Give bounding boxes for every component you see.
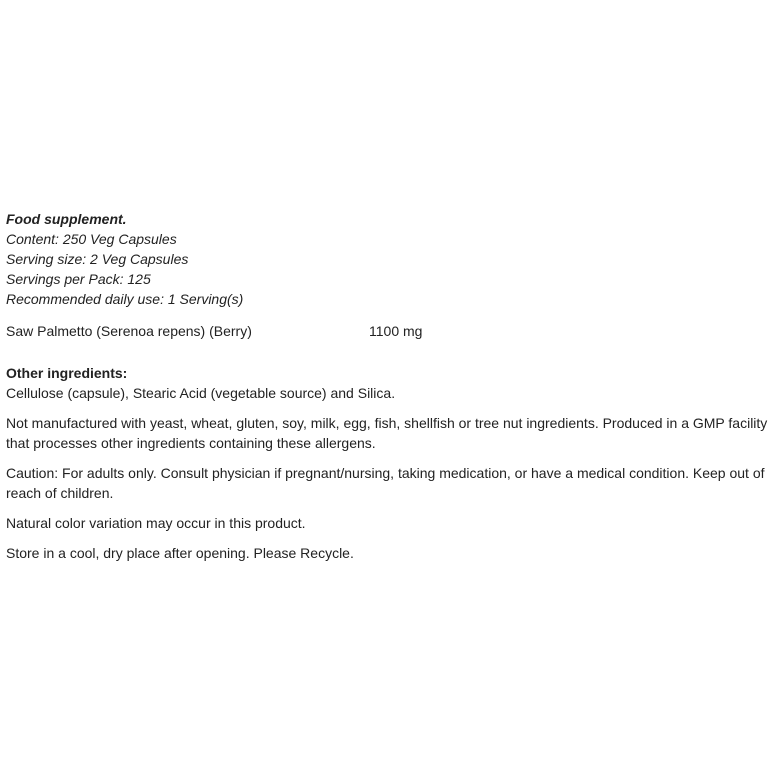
recommended-use-line: Recommended daily use: 1 Serving(s) (6, 291, 244, 307)
product-info-document (6, 209, 770, 563)
color-variation-note (6, 513, 770, 533)
servings-per-pack-line: Servings per Pack: 125 (6, 271, 151, 287)
other-ingredients-list: Cellulose (capsule), Stearic Acid (vegetable source) and Silica. (6, 385, 396, 401)
content-line: Content: 250 Veg Capsules (6, 231, 177, 247)
serving-size-line: Serving size: 2 Veg Capsules (6, 251, 189, 267)
allergen-note-line-1: Not manufactured with yeast, wheat, gluten, soy, milk, egg, fish, shellfish or tree nut ingredients. Produced in a GMP facility (6, 415, 768, 431)
allergen-note (6, 413, 770, 453)
storage-text: Store in a cool, dry place after opening. Please Recycle. (6, 545, 354, 561)
ingredient-name: Saw Palmetto (Serenoa repens) (Berry) (6, 323, 252, 339)
supplement-title: Food supplement. (6, 211, 127, 227)
color-variation-text: Natural color variation may occur in this product. (6, 515, 306, 531)
supplement-intro (6, 209, 770, 309)
other-ingredients-section (6, 363, 770, 403)
storage-note (6, 543, 770, 563)
caution-note-line-2: reach of children. (6, 485, 114, 501)
ingredient-row (6, 321, 770, 341)
caution-note (6, 463, 770, 503)
other-ingredients-heading: Other ingredients: (6, 365, 128, 381)
caution-note-line-1: Caution: For adults only. Consult physician if pregnant/nursing, taking medication, or have a medical condition. Keep out of (6, 465, 765, 481)
allergen-note-line-2: that processes other ingredients containing these allergens. (6, 435, 376, 451)
ingredient-amount: 1100 mg (369, 323, 423, 339)
